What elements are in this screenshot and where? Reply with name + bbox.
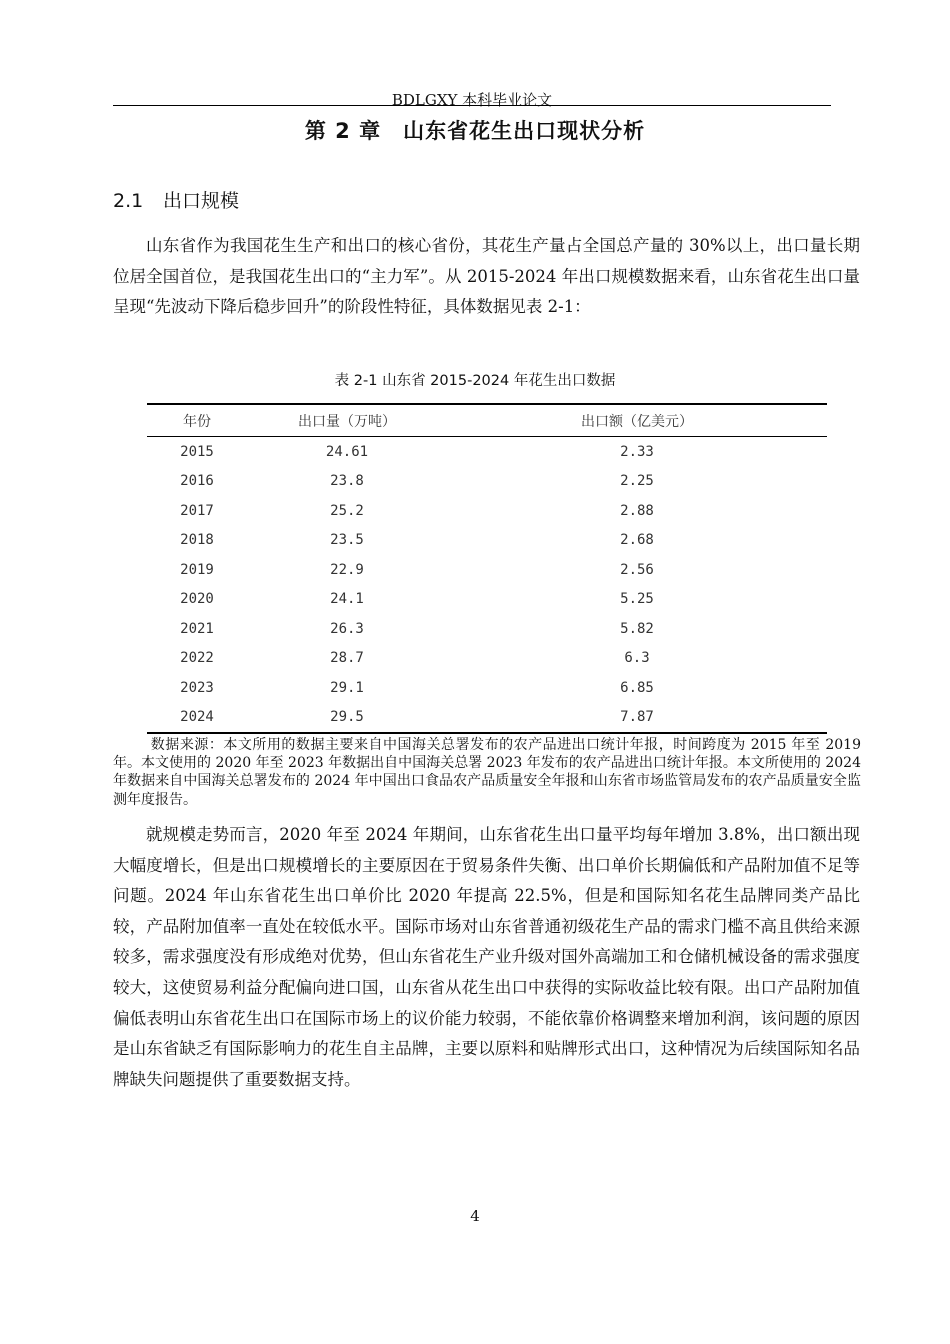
section-title: 出口规模 bbox=[163, 190, 240, 212]
table-row bbox=[147, 526, 827, 556]
intro-paragraph: 山东省作为我国花生生产和出口的核心省份，其花生产量占全国总产量的 30%以上，出口量长期位居全国首位，是我国花生出口的“主力军”。从 2015-2024 年出口规模数据来看，山东省花生出口量呈现“先波动下降后稳步回升”的阶段性特征，具体数据见表 2-1： bbox=[113, 236, 860, 317]
table-caption: 表 2-1 山东省 2015-2024 年花生出口数据 bbox=[334, 373, 616, 389]
table-row bbox=[147, 437, 827, 467]
cell-value: 2.88 bbox=[620, 502, 654, 519]
cell-volume: 26.3 bbox=[330, 620, 364, 637]
cell-volume: 25.2 bbox=[330, 502, 364, 519]
table-row bbox=[147, 496, 827, 526]
table-row bbox=[147, 644, 827, 674]
cell-value: 7.87 bbox=[620, 709, 654, 726]
cell-year: 2019 bbox=[180, 561, 214, 578]
cell-year: 2020 bbox=[180, 591, 214, 608]
table-row bbox=[147, 673, 827, 703]
data-source-note: 数据来源：本文所用的数据主要来自中国海关总署发布的农产品进出口统计年报，时间跨度为 2015 年至 2019 年。本文使用的 2020 年至 2023 年数据出自中国海关总署 2023 年发布的农产品进出口统计年报。本文所使用的 2024 年数据来自中国海关总署发布的 2024 年中国出口食品农产品质量安全年报和山东省市场监管局发布的农产品质量安全监测年度报告。 bbox=[113, 737, 861, 808]
cell-year: 2015 bbox=[180, 443, 214, 460]
cell-value: 5.25 bbox=[620, 591, 654, 608]
table-row bbox=[147, 467, 827, 497]
cell-year: 2016 bbox=[180, 473, 214, 490]
table-row bbox=[147, 555, 827, 585]
cell-volume: 23.5 bbox=[330, 532, 364, 549]
cell-volume: 29.1 bbox=[330, 679, 364, 696]
table-header-row bbox=[147, 404, 827, 437]
header-volume: 出口量（万吨） bbox=[298, 413, 396, 430]
cell-value: 5.82 bbox=[620, 620, 654, 637]
analysis-paragraph: 就规模走势而言，2020 年至 2024 年期间，山东省花生出口量平均每年增加 3.8%，出口额出现大幅度增长，但是出口规模增长的主要原因在于贸易条件失衡、出口单价长期偏低和产品附加值不足等问题。2024 年山东省花生出口单价比 2020 年提高 22.5%，但是和国际知名花生品牌同类产品比较，产品附加值率一直处在较低水平。国际市场对山东省普通初级花生产品的需求门槛不高且供给来源较多，需求强度没有形成绝对优势，但山东省花生产业升级对国外高端加工和仓储机械设备的需求强度较大，这使贸易利益分配偏向进口国，山东省从花生出口中获得的实际收益比较有限。出口产品附加值偏低表明山东省花生出口在国际市场上的议价能力较弱，不能依靠价格调整来增加利润，该问题的原因是山东省缺乏有国际影响力的花生自主品牌，主要以原料和贴牌形式出口，这种情况为后续国际知名品牌缺失问题提供了重要数据支持。 bbox=[113, 825, 860, 1089]
cell-year: 2021 bbox=[180, 620, 214, 637]
cell-value: 2.56 bbox=[620, 561, 654, 578]
running-header: BDLGXY 本科毕业论文 bbox=[391, 91, 553, 109]
cell-volume: 28.7 bbox=[330, 650, 364, 667]
cell-year: 2018 bbox=[180, 532, 214, 549]
cell-value: 2.25 bbox=[620, 473, 654, 490]
header-value: 出口额（亿美元） bbox=[581, 413, 693, 430]
cell-year: 2023 bbox=[180, 679, 214, 696]
cell-volume: 29.5 bbox=[330, 709, 364, 726]
section-number: 2.1 bbox=[113, 190, 144, 212]
cell-volume: 24.1 bbox=[330, 591, 364, 608]
header-year: 年份 bbox=[183, 413, 211, 430]
cell-value: 2.33 bbox=[620, 443, 654, 460]
header-rule bbox=[113, 105, 831, 106]
table-row bbox=[147, 703, 827, 734]
page-number: 4 bbox=[470, 1207, 480, 1225]
cell-value: 6.85 bbox=[620, 679, 654, 696]
cell-volume: 22.9 bbox=[330, 561, 364, 578]
table-row bbox=[147, 614, 827, 644]
cell-year: 2017 bbox=[180, 502, 214, 519]
chapter-title: 第 2 章 山东省花生出口现状分析 bbox=[304, 119, 646, 143]
cell-value: 2.68 bbox=[620, 532, 654, 549]
cell-volume: 23.8 bbox=[330, 473, 364, 490]
table-row bbox=[147, 585, 827, 615]
cell-volume: 24.61 bbox=[325, 443, 369, 460]
section-heading bbox=[113, 186, 239, 216]
cell-year: 2022 bbox=[180, 650, 214, 667]
export-data-table bbox=[147, 403, 827, 734]
cell-year: 2024 bbox=[180, 709, 214, 726]
cell-value: 6.3 bbox=[624, 650, 650, 667]
